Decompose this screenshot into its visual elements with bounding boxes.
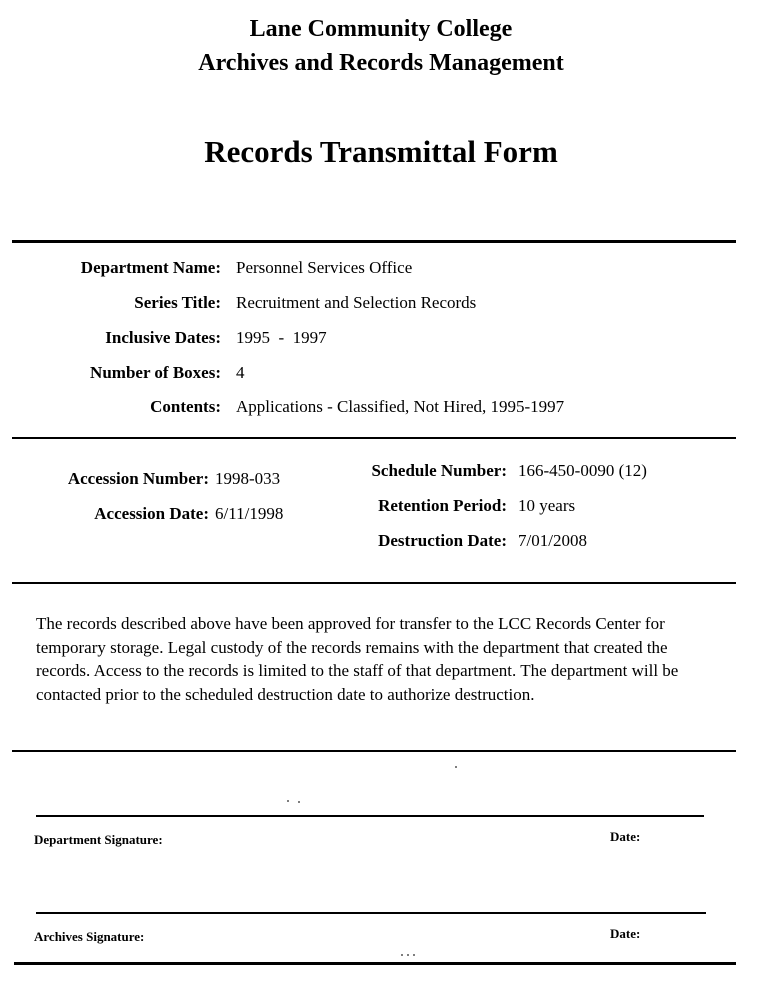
schedule-number-value: 166-450-0090 (12) [518, 461, 647, 480]
retention-period-label: Retention Period: [378, 496, 507, 515]
department-name-value: Personnel Services Office [236, 258, 413, 277]
accession-number-value: 1998-033 [215, 469, 281, 488]
accession-date-label: Accession Date: [94, 504, 209, 523]
inclusive-dates-label: Inclusive Dates: [105, 328, 221, 347]
archives-signature-label: Archives Signature: [34, 929, 145, 944]
department-heading: Archives and Records Management [198, 50, 564, 76]
series-title-label: Series Title: [134, 293, 221, 312]
scan-speck [298, 801, 300, 803]
series-title-value: Recruitment and Selection Records [236, 293, 477, 312]
divider-signatures [12, 750, 736, 752]
department-name-label: Department Name: [80, 258, 221, 277]
scan-speck [455, 766, 457, 768]
department-signature-line[interactable] [36, 815, 704, 817]
number-of-boxes-label: Number of Boxes: [90, 363, 221, 382]
archives-signature-line[interactable] [36, 912, 706, 914]
destruction-date-label: Destruction Date: [378, 531, 507, 550]
scan-speck [413, 954, 415, 956]
divider-middle [12, 437, 736, 439]
institution-name: Lane Community College [249, 16, 513, 42]
department-date-label: Date: [610, 829, 641, 844]
divider-lower [12, 582, 736, 584]
scan-speck [287, 800, 289, 802]
archives-date-label: Date: [610, 926, 641, 941]
inclusive-dates-value: 1995 - 1997 [236, 328, 327, 347]
contents-label: Contents: [150, 397, 221, 416]
scan-speck [401, 954, 403, 956]
schedule-number-label: Schedule Number: [371, 461, 507, 480]
accession-date-value: 6/11/1998 [215, 504, 284, 523]
divider-top [12, 240, 736, 243]
destruction-date-value: 7/01/2008 [518, 531, 587, 550]
accession-number-label: Accession Number: [67, 469, 209, 488]
form-title: Records Transmittal Form [204, 134, 558, 169]
retention-period-value: 10 years [518, 496, 576, 515]
contents-value: Applications - Classified, Not Hired, 1995-1997 [236, 397, 565, 416]
transfer-notice-paragraph: The records described above have been approved for transfer to the LCC Records Center for temporary storage. Legal custody of the records remains with the department that created the records. Access to the records is limited to the staff of that department. The department will be contacted prior to the scheduled destruction date to authorize destruction. [36, 614, 679, 704]
divider-bottom [14, 962, 736, 965]
scan-speck [407, 954, 409, 956]
department-signature-label: Department Signature: [34, 832, 163, 847]
number-of-boxes-value: 4 [236, 363, 245, 382]
